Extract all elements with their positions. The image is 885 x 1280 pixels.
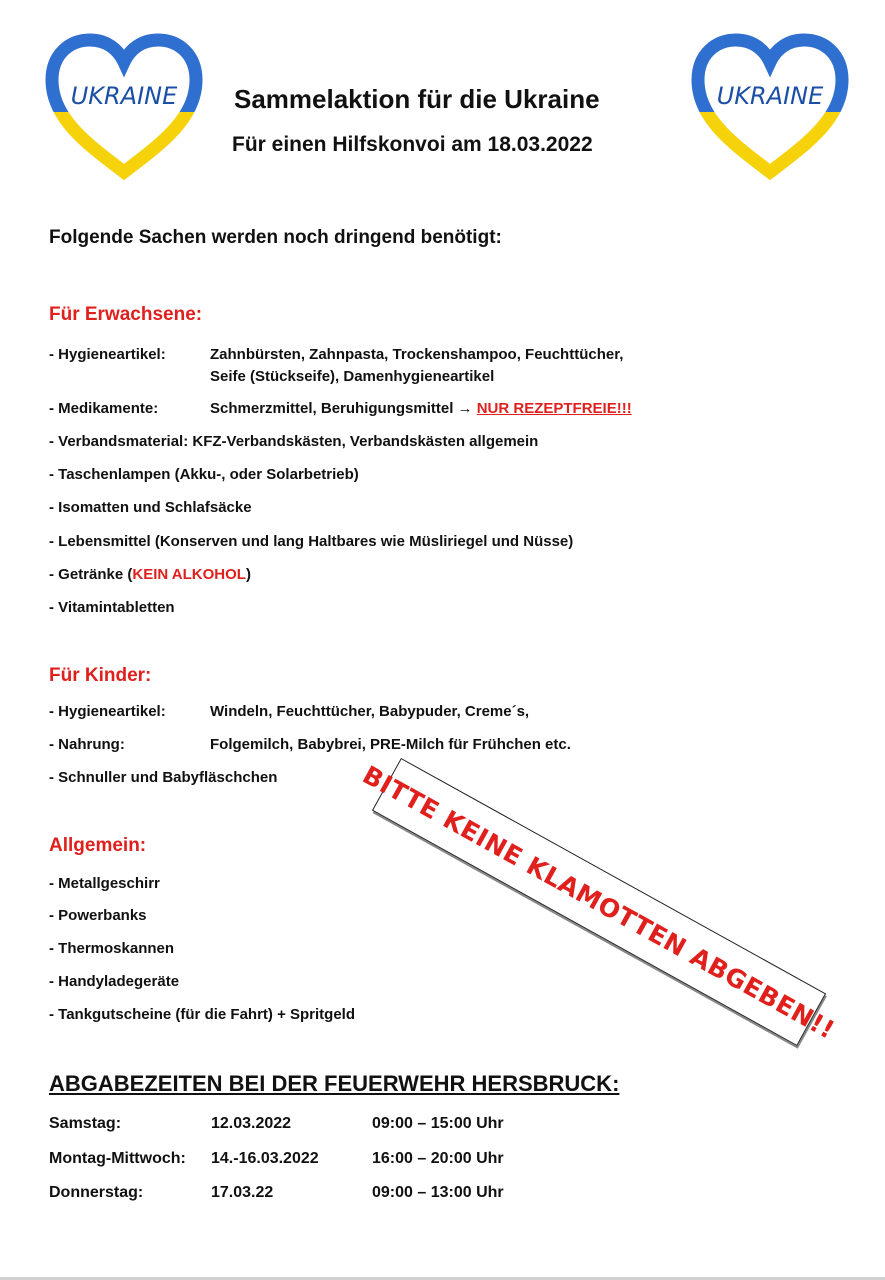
list-item-drinks (49, 564, 251, 586)
arrow-right-icon: → (457, 400, 473, 417)
intro-text: Folgende Sachen werden noch dringend benötigt: (49, 227, 502, 248)
hours-time: 16:00 – 20:00 Uhr (372, 1150, 504, 1167)
list-item-bandage: - Verbandsmaterial: KFZ-Verbandskästen, Verbandskästen allgemein (49, 433, 539, 450)
heart-icon (44, 32, 204, 182)
no-alcohol-note: KEIN ALKOHOL (132, 566, 246, 583)
item-value: Seife (Stückseife), Damenhygieneartikel (210, 368, 495, 385)
list-item-baby-food (49, 734, 571, 756)
item-value: Folgemilch, Babybrei, PRE-Milch für Frühchen etc. (210, 736, 571, 753)
list-item: - Metallgeschirr (49, 875, 160, 892)
list-item: - Thermoskannen (49, 940, 175, 957)
logo-text: UKRAINE (716, 82, 824, 110)
item-value: Zahnbürsten, Zahnpasta, Trockenshampoo, Feuchttücher, (210, 346, 624, 363)
hours-row (49, 1184, 609, 1206)
hours-row (49, 1115, 609, 1137)
hours-time: 09:00 – 13:00 Uhr (372, 1184, 504, 1201)
hours-day: Montag-Mittwoch: (49, 1150, 186, 1167)
list-item-pacifiers: - Schnuller und Babyfläschchen (49, 769, 278, 786)
hours-date: 14.-16.03.2022 (211, 1150, 319, 1167)
section-heading-general: Allgemein: (49, 835, 147, 856)
item-label: - Hygieneartikel: (49, 703, 166, 720)
list-item-hygiene-kids (49, 701, 529, 723)
hours-day: Samstag: (49, 1115, 122, 1132)
hours-heading: ABGABEZEITEN BEI DER FEUERWEHR HERSBRUCK: (49, 1071, 620, 1096)
page-title: Sammelaktion für die Ukraine (234, 84, 600, 114)
item-value: Windeln, Feuchttücher, Babypuder, Creme´s, (210, 703, 530, 720)
list-item-medication (49, 398, 632, 420)
item-value: Schmerzmittel, Beruhigungsmittel (210, 400, 458, 417)
hours-row (49, 1150, 609, 1172)
logo-text: UKRAINE (70, 82, 178, 110)
list-item-mats: - Isomatten und Schlafsäcke (49, 499, 252, 516)
hours-date: 17.03.22 (211, 1184, 274, 1201)
item-text: ) (245, 566, 251, 583)
hours-date: 12.03.2022 (211, 1115, 292, 1132)
heart-icon (690, 32, 850, 182)
list-item: - Tankgutscheine (für die Fahrt) + Spritgeld (49, 1006, 355, 1023)
list-item-food: - Lebensmittel (Konserven und lang Haltbares wie Müsliriegel und Nüsse) (49, 533, 574, 550)
list-item: - Handyladegeräte (49, 973, 180, 990)
list-item-hygiene-adults (49, 344, 749, 388)
ukraine-heart-logo-left (44, 32, 204, 182)
list-item-vitamins: - Vitamintabletten (49, 599, 175, 616)
hours-time: 09:00 – 15:00 Uhr (372, 1115, 504, 1132)
list-item: - Powerbanks (49, 907, 147, 924)
prescription-free-note: NUR REZEPTFREIE!!! (476, 400, 632, 417)
item-text: - Getränke ( (49, 566, 133, 583)
item-label: - Hygieneartikel: (49, 346, 166, 363)
list-item-flashlights: - Taschenlampen (Akku-, oder Solarbetrieb) (49, 466, 359, 483)
no-clothes-stamp (358, 758, 840, 1046)
stamp-text: BITTE KEINE KLAMOTTEN ABGEBEN!! (358, 759, 840, 1045)
ukraine-heart-logo-right (690, 32, 850, 182)
item-label: - Medikamente: (49, 400, 159, 417)
hours-day: Donnerstag: (49, 1184, 144, 1201)
section-heading-kids: Für Kinder: (49, 665, 152, 686)
page-subtitle: Für einen Hilfskonvoi am 18.03.2022 (232, 133, 593, 156)
section-heading-adults: Für Erwachsene: (49, 304, 203, 325)
item-label: - Nahrung: (49, 736, 125, 753)
